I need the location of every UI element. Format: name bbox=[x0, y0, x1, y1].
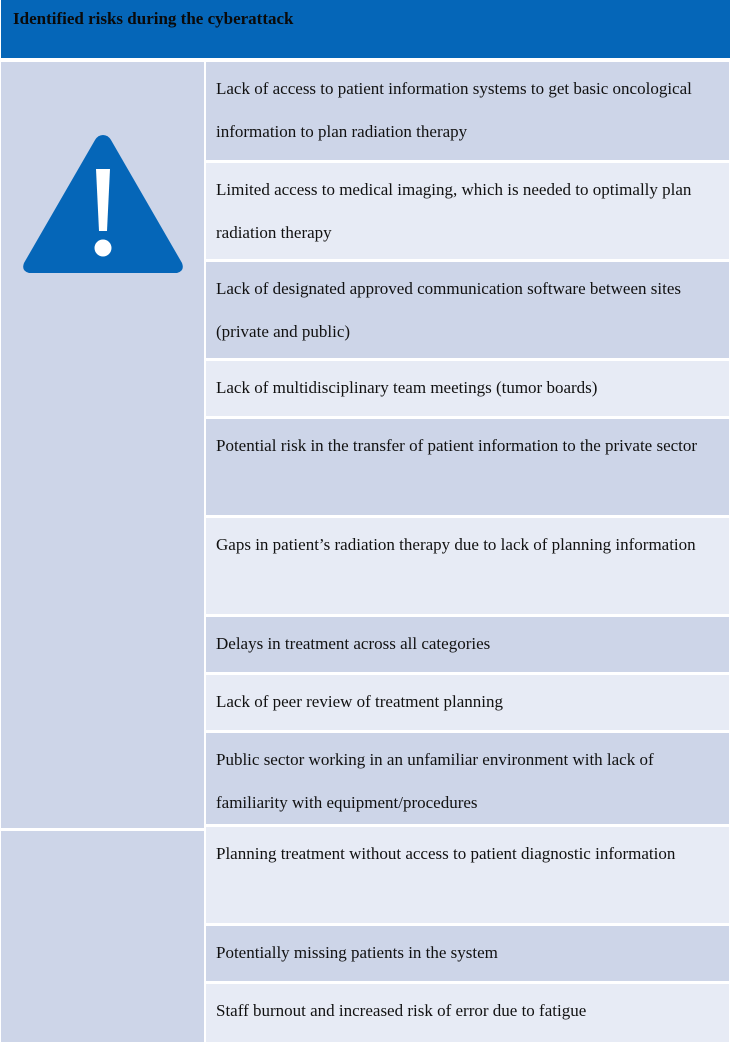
risk-row bbox=[206, 827, 729, 923]
risk-row bbox=[206, 617, 729, 672]
risk-text: Planning treatment without access to patient diagnostic information bbox=[216, 844, 676, 863]
risk-row bbox=[206, 984, 729, 1042]
risk-row bbox=[206, 518, 729, 614]
risk-text: Gaps in patient’s radiation therapy due to lack of planning information bbox=[216, 535, 696, 554]
risk-text: Public sector working in an unfamiliar environment with lack of familiarity with equipment/procedures bbox=[216, 750, 654, 812]
risk-row bbox=[206, 361, 729, 416]
icon-cell-bottom bbox=[1, 831, 204, 1042]
risk-row bbox=[206, 926, 729, 981]
risk-text: Potentially missing patients in the system bbox=[216, 943, 498, 962]
warning-triangle-icon bbox=[20, 129, 186, 275]
risk-text: Lack of multidisciplinary team meetings (tumor boards) bbox=[216, 378, 598, 397]
risk-text: Lack of access to patient information systems to get basic oncological information to plan radiation therapy bbox=[216, 79, 692, 141]
risk-text: Limited access to medical imaging, which is needed to optimally plan radiation therapy bbox=[216, 180, 692, 242]
risk-text: Lack of peer review of treatment planning bbox=[216, 692, 503, 711]
risk-text: Staff burnout and increased risk of error due to fatigue bbox=[216, 1001, 587, 1020]
risk-text: Delays in treatment across all categories bbox=[216, 634, 491, 653]
risk-row bbox=[206, 262, 729, 358]
risk-row bbox=[206, 733, 729, 824]
risk-row bbox=[206, 419, 729, 515]
table-title: Identified risks during the cyberattack bbox=[13, 9, 294, 28]
risk-text: Potential risk in the transfer of patient information to the private sector bbox=[216, 436, 698, 455]
risk-row bbox=[206, 62, 729, 160]
risk-text: Lack of designated approved communication software between sites (private and public) bbox=[216, 279, 681, 341]
table-header bbox=[1, 0, 730, 58]
risk-row bbox=[206, 675, 729, 730]
risk-row bbox=[206, 163, 729, 259]
